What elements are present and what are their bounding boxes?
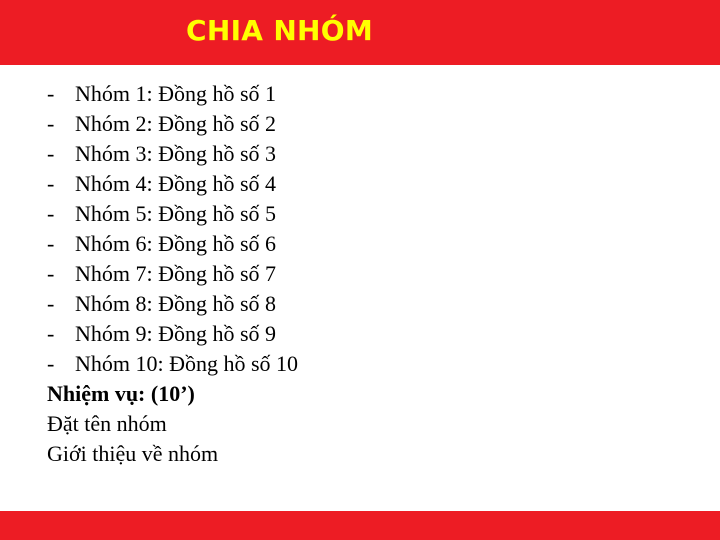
bullet-dash: - bbox=[47, 81, 55, 106]
list-item bbox=[47, 319, 298, 349]
list-item bbox=[47, 109, 298, 139]
task-item: Đặt tên nhóm bbox=[47, 411, 167, 436]
list-item bbox=[47, 259, 298, 289]
header-bar bbox=[0, 0, 720, 65]
slide-title: CHIA NHÓM bbox=[186, 14, 374, 47]
bullet-dash: - bbox=[47, 141, 55, 166]
list-item bbox=[47, 289, 298, 319]
bullet-dash: - bbox=[47, 111, 55, 136]
task-item: Giới thiệu về nhóm bbox=[47, 441, 219, 466]
list-item bbox=[47, 199, 298, 229]
list-item bbox=[47, 229, 298, 259]
slide-content bbox=[47, 79, 298, 469]
bullet-dash: - bbox=[47, 231, 55, 256]
group-label: Nhóm 7: Đồng hồ số 7 bbox=[75, 261, 277, 286]
group-label: Nhóm 10: Đồng hồ số 10 bbox=[75, 351, 299, 376]
list-item bbox=[47, 169, 298, 199]
bullet-dash: - bbox=[47, 171, 55, 196]
task-heading: Nhiệm vụ: (10’) bbox=[47, 381, 195, 406]
group-label: Nhóm 6: Đồng hồ số 6 bbox=[75, 231, 277, 256]
group-label: Nhóm 8: Đồng hồ số 8 bbox=[75, 291, 277, 316]
bullet-dash: - bbox=[47, 261, 55, 286]
group-label: Nhóm 5: Đồng hồ số 5 bbox=[75, 201, 277, 226]
group-label: Nhóm 3: Đồng hồ số 3 bbox=[75, 141, 277, 166]
group-label: Nhóm 4: Đồng hồ số 4 bbox=[75, 171, 277, 196]
group-label: Nhóm 9: Đồng hồ số 9 bbox=[75, 321, 277, 346]
bullet-dash: - bbox=[47, 291, 55, 316]
group-label: Nhóm 1: Đồng hồ số 1 bbox=[75, 81, 277, 106]
bullet-dash: - bbox=[47, 321, 55, 346]
bullet-dash: - bbox=[47, 351, 55, 376]
list-item bbox=[47, 139, 298, 169]
group-label: Nhóm 2: Đồng hồ số 2 bbox=[75, 111, 277, 136]
footer-bar bbox=[0, 511, 720, 540]
list-item bbox=[47, 349, 298, 379]
list-item bbox=[47, 79, 298, 109]
bullet-dash: - bbox=[47, 201, 55, 226]
